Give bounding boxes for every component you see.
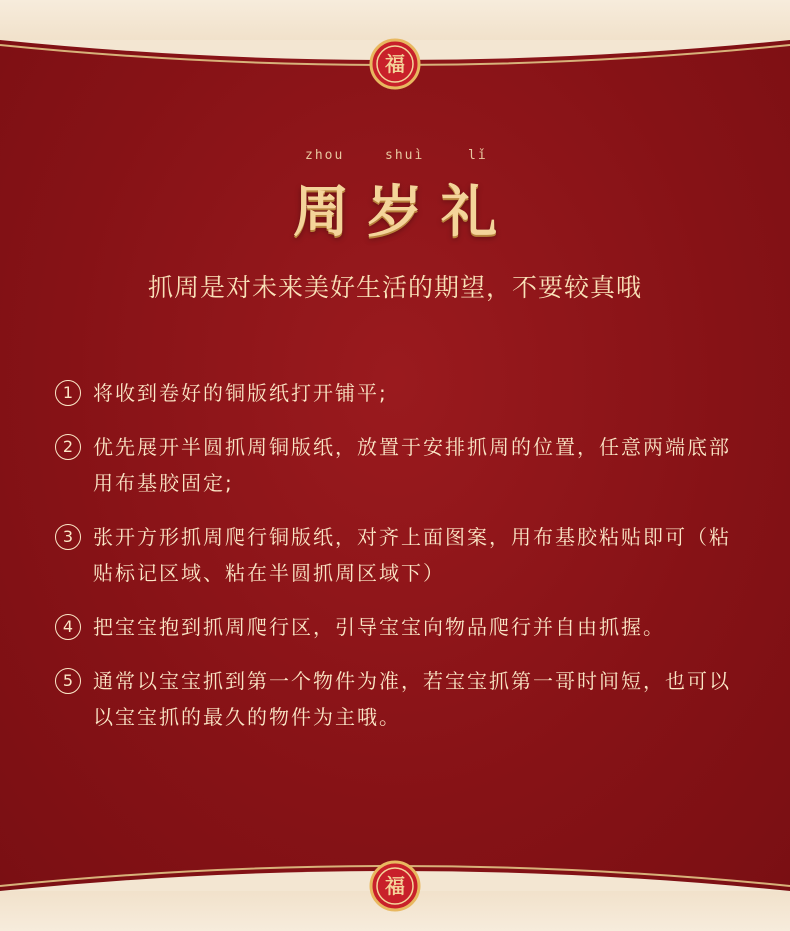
page-title: 周岁礼 [293, 179, 515, 245]
step-text: 将收到卷好的铜版纸打开铺平; [93, 381, 388, 405]
step-item [53, 375, 743, 411]
pinyin-zhou: zhou [305, 148, 345, 163]
step-text: 通常以宝宝抓到第一个物件为准，若宝宝抓第一哥时间短，也可以以宝宝抓的最久的物件为主哦。 [93, 669, 731, 729]
circled-number-icon: 3 [53, 519, 83, 555]
step-text: 张开方形抓周爬行铜版纸，对齐上面图案，用布基胶粘贴即可（粘贴标记区域、粘在半圆抓周区域下） [93, 525, 731, 585]
svg-text:福: 福 [385, 52, 405, 76]
circled-number-icon: 4 [53, 609, 83, 645]
fu-seal-bottom-icon [369, 860, 421, 912]
step-item [53, 609, 743, 645]
circled-number-icon: 5 [53, 663, 83, 699]
fu-seal-top-icon [369, 38, 421, 90]
pinyin-li: lǐ [468, 148, 488, 163]
step-text: 把宝宝抱到抓周爬行区，引导宝宝向物品爬行并自由抓握。 [93, 615, 665, 639]
step-item [53, 519, 743, 591]
step-text: 优先展开半圆抓周铜版纸，放置于安排抓周的位置，任意两端底部用布基胶固定; [93, 435, 731, 495]
page-subtitle: 抓周是对未来美好生活的期望，不要较真哦 [147, 273, 642, 302]
steps-list [53, 375, 743, 753]
circled-number-icon: 2 [53, 429, 83, 465]
circled-number-icon: 1 [53, 375, 83, 411]
pinyin-shui: shuì [385, 148, 425, 163]
step-item [53, 429, 743, 501]
svg-text:福: 福 [385, 874, 405, 898]
step-item [53, 663, 743, 735]
